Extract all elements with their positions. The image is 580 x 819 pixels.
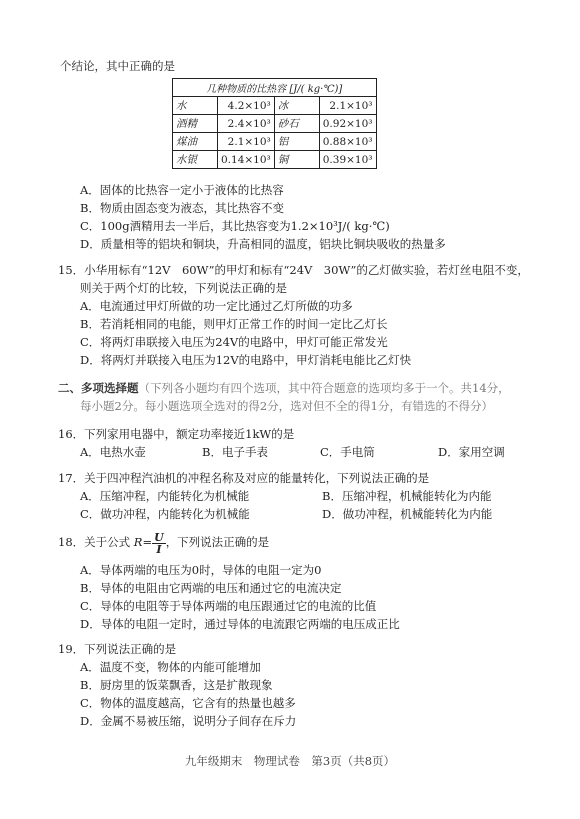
substance-name: 酒精	[173, 115, 218, 133]
table-title-row	[173, 79, 377, 97]
q14-option-c: C．100g酒精用去一半后，其比热容变为1.2×10³J/( kg·℃)	[80, 219, 390, 233]
section-heading	[58, 380, 510, 397]
substance-name: 水银	[173, 151, 218, 169]
q14-option-d: D．质量相等的铝块和铜块，升高相同的温度，铝块比铜块吸收的热量多	[80, 237, 446, 251]
table-title: 几种物质的比热容 [J/( kg·℃)]	[173, 79, 377, 97]
heat-value: 0.14×10³	[218, 151, 275, 169]
q16-option-a: A．电热水壶	[80, 445, 146, 459]
q18-stem	[58, 530, 269, 555]
specific-heat-table	[172, 78, 377, 169]
q18-option-d: D．导体的电阻一定时，通过导体的电流跟它两端的电压成正比	[80, 617, 400, 631]
q14-option-b: B．物质由固态变为液态，其比热容不变	[80, 201, 284, 215]
table-row	[173, 97, 377, 115]
substance-name: 铜	[274, 151, 319, 169]
q18-numerator: U	[154, 530, 164, 544]
q18-suffix: ，下列说法正确的是	[165, 535, 270, 549]
q15-option-a: A．电流通过甲灯所做的功一定比通过乙灯所做的功多	[80, 299, 353, 313]
substance-name: 水	[173, 97, 218, 115]
page-footer: 九年级期末 物理试卷 第3页（共8页）	[184, 754, 396, 768]
q17-option-a: A．压缩冲程，内能转化为机械能	[80, 489, 250, 503]
q17-stem: 17．关于四冲程汽油机的冲程名称及对应的能量转化，下列说法正确的是	[58, 471, 430, 485]
section-note-cont	[80, 398, 493, 415]
heat-value: 4.2×10³	[218, 97, 275, 115]
heat-value: 2.4×10³	[218, 115, 275, 133]
q15-option-d: D．将两灯并联接入电压为12V的电路中，甲灯消耗电能比乙灯快	[80, 353, 412, 367]
intro-text: 个结论，其中正确的是	[60, 59, 175, 73]
table-row	[173, 133, 377, 151]
table-row	[173, 115, 377, 133]
q19-stem: 19．下列说法正确的是	[58, 642, 177, 656]
substance-name: 煤油	[173, 133, 218, 151]
q17-option-c: C．做功冲程，内能转化为机械能	[80, 507, 250, 521]
q17-option-b: B．压缩冲程，机械能转化为内能	[322, 489, 492, 503]
q19-option-b: B．厨房里的饭菜飘香，这是扩散现象	[80, 678, 273, 692]
section-note: （下列各小题均有四个选项，其中符合题意的选项均多于一个。共14分，	[138, 381, 510, 395]
q16-stem: 16．下列家用电器中，额定功率接近1kW的是	[58, 427, 295, 441]
q18-option-c: C．导体的电阻等于导体两端的电压跟通过它的电流的比值	[80, 599, 377, 613]
q18-option-a: A．导体两端的电压为0时，导体的电阻一定为0	[80, 563, 322, 577]
heat-value: 0.39×10³	[319, 151, 376, 169]
q17-options-row1	[80, 488, 491, 505]
q18-formula-lhs: R=	[133, 535, 153, 549]
q18-option-b: B．导体的电阻由它两端的电压和通过它的电流决定	[80, 581, 342, 595]
q15-option-c: C．将两灯串联接入电压为24V的电路中，甲灯可能正常发光	[80, 335, 388, 349]
section-note-line2: 每小题2分。每小题选项全选对的得2分，选对但不全的得1分，有错选的不得分）	[80, 399, 493, 413]
q16-option-c: C．手电筒	[320, 445, 375, 459]
heat-value: 0.92×10³	[319, 115, 376, 133]
q19-option-c: C．物体的温度越高，它含有的热量也越多	[80, 696, 296, 710]
substance-name: 冰	[274, 97, 319, 115]
substance-name: 砂石	[274, 115, 319, 133]
q15-option-b: B．若消耗相同的电能，则甲灯正常工作的时间一定比乙灯长	[80, 317, 388, 331]
heat-value: 2.1×10³	[319, 97, 376, 115]
q18-fraction	[152, 532, 166, 555]
q15-stem: 15．小华用标有“12V 60W”的甲灯和标有“24V 30W”的乙灯做实验，若灯丝电阻不变，	[58, 263, 529, 277]
q19-option-d: D．金属不易被压缩，说明分子间存在斥力	[80, 714, 297, 728]
q18-prefix: 18．关于公式	[58, 535, 131, 549]
heat-value: 2.1×10³	[218, 133, 275, 151]
q16-option-b: B．电子手表	[202, 445, 268, 459]
q16-options	[80, 444, 505, 461]
q17-option-d: D．做功冲程，机械能转化为内能	[322, 507, 493, 521]
q19-option-a: A．温度不变，物体的内能可能增加	[80, 660, 261, 674]
heat-value: 0.88×10³	[319, 133, 376, 151]
section-title: 二、多项选择题	[58, 381, 139, 395]
q17-options-row2	[80, 506, 492, 523]
q16-option-d: D．家用空调	[438, 445, 505, 459]
q18-denominator: I	[156, 542, 162, 556]
substance-name: 铝	[274, 133, 319, 151]
table-row	[173, 151, 377, 169]
q14-option-a: A．固体的比热容一定小于液体的比热容	[80, 183, 284, 197]
q15-stem-cont: 则关于两个灯的比较，下列说法正确的是	[80, 281, 287, 295]
